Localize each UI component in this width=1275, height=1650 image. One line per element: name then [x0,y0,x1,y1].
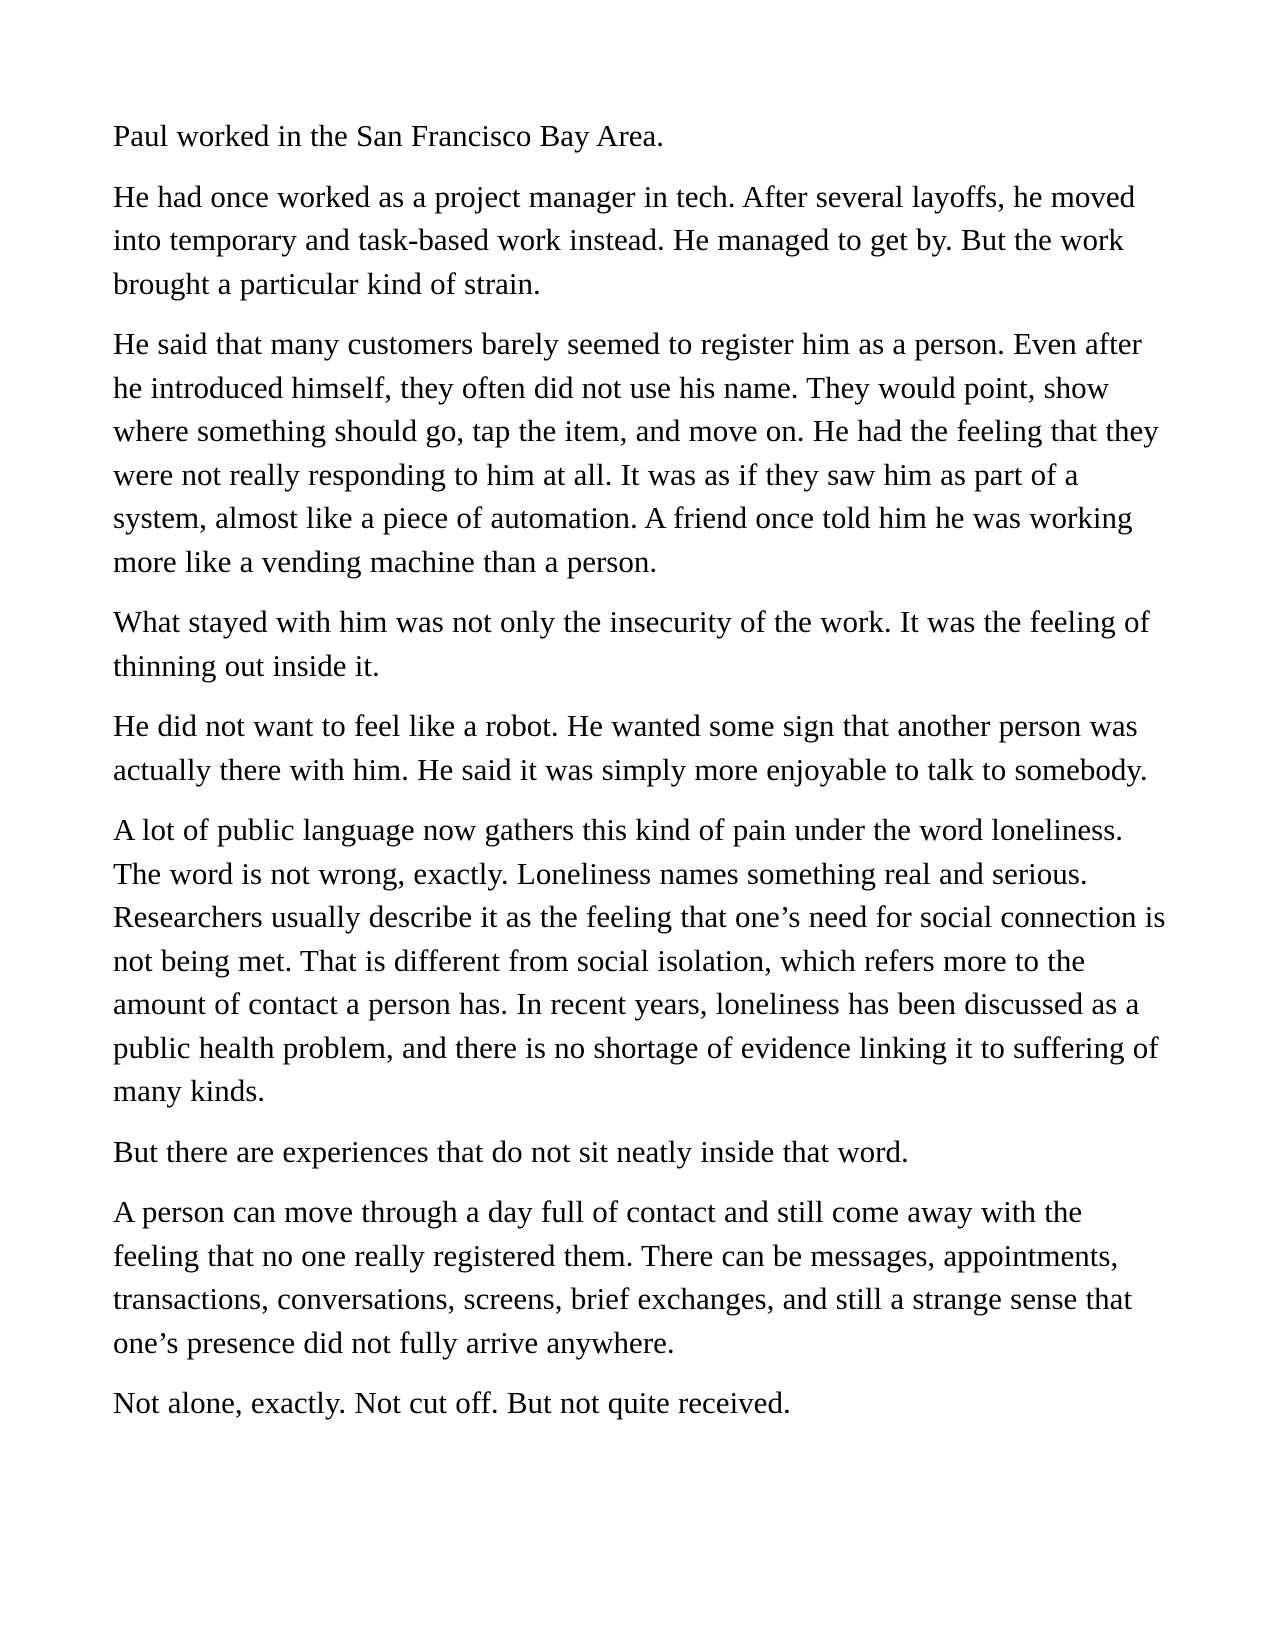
paragraph-3: He said that many customers barely seemed to register him as a person. Even after he introduced himself, they often did not use his name. They would point, show where something should go, tap the item, and move on. He had the feeling that they were not really responding to him at all. It was as if they saw him as part of a system, almost like a piece of automation. A friend once told him he was working more like a vending machine than a person. [113,326,1159,579]
document-text-body [113,114,1171,1425]
paragraph-1: Paul worked in the San Francisco Bay Area. [113,118,665,153]
paragraph-6: A lot of public language now gathers this kind of pain under the word loneliness. The word is not wrong, exactly. Loneliness names something real and serious. Researchers usually describe it as the feeling that one’s need for social connection is not being met. That is different from social isolation, which refers more to the amount of contact a person has. In recent years, loneliness has been discussed as a public health problem, and there is no shortage of evidence linking it to suffering of many kinds. [113,812,1166,1108]
paragraph-8: A person can move through a day full of contact and still come away with the feeling that no one really registered them. There can be messages, appointments, transactions, conversations, screens, brief exchanges, and still a strange sense that one’s presence did not fully arrive anywhere. [113,1194,1133,1360]
paragraph-4: What stayed with him was not only the insecurity of the work. It was the feeling of thinning out inside it. [113,604,1150,683]
paragraph-9: Not alone, exactly. Not cut off. But not quite received. [113,1385,791,1420]
paragraph-7: But there are experiences that do not sit neatly inside that word. [113,1133,909,1169]
paragraph-5: He did not want to feel like a robot. He wanted some sign that another person was actually there with him. He said it was simply more enjoyable to talk to somebody. [113,708,1148,787]
paragraph-2: He had once worked as a project manager in tech. After several layoffs, he moved into temporary and task-based work instead. He managed to get by. But the work brought a particular kind of strain. [113,178,1136,301]
